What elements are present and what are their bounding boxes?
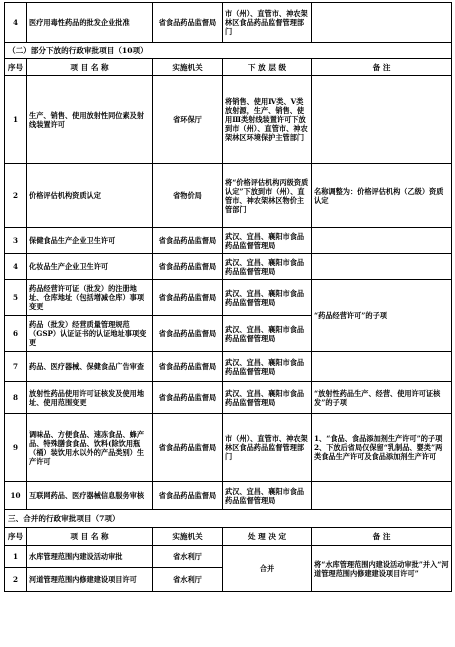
delegation-level: 武汉、宜昌、襄阳市食品药品监督管理局 [223, 482, 312, 510]
table-row [5, 3, 452, 43]
table-row [5, 482, 452, 510]
header-decision: 处 理 决 定 [223, 528, 312, 546]
item-name: 水库管理范围内建设活动审批 [27, 546, 153, 568]
item-name: 价格评估机构资质认定 [27, 164, 153, 228]
table-row [5, 546, 452, 568]
row-number: 8 [5, 382, 27, 414]
remarks: 名称调整为：价格评估机构（乙级）资质认定 [312, 164, 452, 228]
item-name: 放射性药品使用许可证核发及使用地址、使用范围变更 [27, 382, 153, 414]
table-row [5, 228, 452, 254]
remarks: “药品经营许可”的子项 [312, 280, 452, 352]
agency: 省物价局 [153, 164, 223, 228]
row-number: 5 [5, 280, 27, 316]
header-row [5, 59, 452, 76]
row-number: 10 [5, 482, 27, 510]
table-row [5, 280, 452, 316]
item-name: 药品经营许可证（批发）的注册地址、仓库地址（包括增减仓库）事项变更 [27, 280, 153, 316]
delegation-level: 武汉、宜昌、襄阳市食品药品监督管理局 [223, 254, 312, 280]
delegation-level: 市（州）、直管市、神农架林区食品药品监督管理部门 [223, 3, 312, 43]
agency: 省食品药品监督局 [153, 3, 223, 43]
agency: 省水利厅 [153, 546, 223, 568]
remarks: 将“水库管理范围内建设活动审批”并入“河道管理范围内修建建设项目许可” [312, 546, 452, 592]
item-name: 河道管理范围内修建建设项目许可 [27, 568, 153, 592]
delegation-level: 将销售、使用Ⅳ类、Ⅴ类放射源，生产、销售、使用Ⅲ类射线装置许可下放到市（州）、直管市、神农架林区环境保护主管部门 [223, 76, 312, 164]
agency: 省食品药品监督局 [153, 414, 223, 482]
delegation-level: 市（州）、直管市、神农架林区食品药品监督管理部门 [223, 414, 312, 482]
header-agency: 实施机关 [153, 59, 223, 76]
item-name: 药品、医疗器械、保健食品广告审查 [27, 352, 153, 382]
header-row [5, 528, 452, 546]
item-name: 化妆品生产企业卫生许可 [27, 254, 153, 280]
table-row [5, 352, 452, 382]
header-note: 备 注 [312, 59, 452, 76]
header-agency: 实施机关 [153, 528, 223, 546]
decision: 合并 [223, 546, 312, 592]
table-row [5, 414, 452, 482]
header-no: 序号 [5, 59, 27, 76]
agency: 省食品药品监督局 [153, 352, 223, 382]
row-number: 6 [5, 316, 27, 352]
delegation-level: 武汉、宜昌、襄阳市食品药品监督管理局 [223, 316, 312, 352]
header-name: 项 目 名 称 [27, 59, 153, 76]
agency: 省食品药品监督局 [153, 254, 223, 280]
approval-items-table [4, 2, 452, 592]
row-number: 2 [5, 164, 27, 228]
table-row [5, 382, 452, 414]
delegation-level: 武汉、宜昌、襄阳市食品药品监督管理局 [223, 352, 312, 382]
remarks [312, 228, 452, 254]
delegation-level: 武汉、宜昌、襄阳市食品药品监督管理局 [223, 382, 312, 414]
agency: 省水利厅 [153, 568, 223, 592]
section-title: 三、合并的行政审批项目（7项） [5, 510, 452, 528]
remarks: “放射性药品生产、经营、使用许可证核发”的子项 [312, 382, 452, 414]
header-no: 序号 [5, 528, 27, 546]
row-number: 4 [5, 3, 27, 43]
row-number: 4 [5, 254, 27, 280]
header-note: 备 注 [312, 528, 452, 546]
remarks [312, 482, 452, 510]
section-title: （二）部分下放的行政审批项目（10项） [5, 43, 452, 59]
row-number: 3 [5, 228, 27, 254]
table-row [5, 76, 452, 164]
row-number: 9 [5, 414, 27, 482]
delegation-level: 武汉、宜昌、襄阳市食品药品监督管理局 [223, 228, 312, 254]
item-name: 医疗用毒性药品的批发企业批准 [27, 3, 153, 43]
remarks [312, 76, 452, 164]
agency: 省食品药品监督局 [153, 228, 223, 254]
agency: 省食品药品监督局 [153, 316, 223, 352]
item-name: 互联网药品、医疗器械信息服务审核 [27, 482, 153, 510]
row-number: 7 [5, 352, 27, 382]
delegation-level: 将“价格评估机构丙级资质认定”下放到市（州）、直管市、神农架林区物价主管部门 [223, 164, 312, 228]
remarks: 1、“食品、食品添加剂生产许可”的子项 2、下放后省局仅保留“乳制品、婴类”两类食品生产许可及食品添加剂生产许可 [312, 414, 452, 482]
item-name: 药品（批发）经营质量管理规范（GSP）认证证书的认证地址事项变更 [27, 316, 153, 352]
agency: 省食品药品监督局 [153, 482, 223, 510]
agency: 省食品药品监督局 [153, 382, 223, 414]
table-row [5, 254, 452, 280]
table-row [5, 164, 452, 228]
remarks [312, 254, 452, 280]
agency: 省环保厅 [153, 76, 223, 164]
remarks [312, 3, 452, 43]
row-number: 2 [5, 568, 27, 592]
item-name: 生产、销售、使用放射性同位素及射线装置许可 [27, 76, 153, 164]
delegation-level: 武汉、宜昌、襄阳市食品药品监督管理局 [223, 280, 312, 316]
header-level: 下 放 层 级 [223, 59, 312, 76]
row-number: 1 [5, 76, 27, 164]
agency: 省食品药品监督局 [153, 280, 223, 316]
header-name: 项 目 名 称 [27, 528, 153, 546]
item-name: 保健食品生产企业卫生许可 [27, 228, 153, 254]
row-number: 1 [5, 546, 27, 568]
remarks [312, 352, 452, 382]
item-name: 调味品、方便食品、速冻食品、蜂产品、特殊膳食食品、饮料(除饮用瓶（桶）装饮用水以外的产品类别）生产许可 [27, 414, 153, 482]
